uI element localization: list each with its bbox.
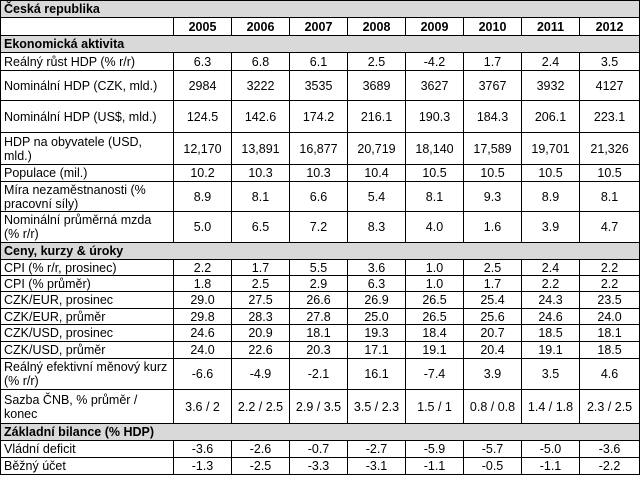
section-title: Ekonomická aktivita (1, 36, 640, 53)
value-cell: 2984 (174, 71, 232, 101)
value-cell: 10.5 (522, 165, 580, 182)
value-cell: -5.0 (522, 441, 580, 458)
value-cell: 3627 (406, 71, 464, 101)
value-cell: 1.8 (174, 276, 232, 292)
value-cell: 3.9 (464, 359, 522, 390)
table-row (1, 342, 640, 359)
value-cell: 25.4 (464, 292, 522, 309)
row-label: Nominální průměrná mzda (% r/r) (1, 212, 174, 243)
value-cell: -7.4 (406, 359, 464, 390)
value-cell: -1.1 (406, 458, 464, 475)
header-empty-cell (1, 18, 174, 36)
value-cell: 223.1 (580, 101, 640, 133)
value-cell: 3689 (348, 71, 406, 101)
value-cell: -0.5 (464, 458, 522, 475)
row-label: CZK/USD, průměr (1, 342, 174, 359)
year-header: 2007 (290, 18, 348, 36)
value-cell: 1.0 (406, 276, 464, 292)
value-cell: 27.8 (290, 309, 348, 325)
value-cell: -0.7 (290, 441, 348, 458)
value-cell: 6.6 (290, 182, 348, 212)
value-cell: 19.3 (348, 325, 406, 342)
section-header-row (1, 36, 640, 53)
value-cell: 26.5 (406, 292, 464, 309)
value-cell: 2.5 (348, 53, 406, 71)
table-row (1, 309, 640, 325)
value-cell: -1.3 (174, 458, 232, 475)
value-cell: 26.5 (406, 309, 464, 325)
section-title: Základní bilance (% HDP) (1, 424, 640, 441)
row-label: CZK/EUR, průměr (1, 309, 174, 325)
value-cell: 2.3 / 2.5 (580, 390, 640, 424)
value-cell: -2.1 (290, 359, 348, 390)
row-label: Sazba ČNB, % průměr / konec (1, 390, 174, 424)
row-label: CPI (% r/r, prosinec) (1, 260, 174, 276)
value-cell: 6.8 (232, 53, 290, 71)
value-cell: 6.3 (174, 53, 232, 71)
table-row (1, 458, 640, 475)
table-row (1, 276, 640, 292)
value-cell: -3.6 (580, 441, 640, 458)
value-cell: -3.3 (290, 458, 348, 475)
value-cell: 19.1 (406, 342, 464, 359)
year-header: 2012 (580, 18, 640, 36)
value-cell: 28.3 (232, 309, 290, 325)
value-cell: 2.5 (464, 260, 522, 276)
table-row (1, 359, 640, 390)
value-cell: 10.5 (580, 165, 640, 182)
value-cell: 9.3 (464, 182, 522, 212)
value-cell: 4.6 (580, 359, 640, 390)
section-header-row (1, 424, 640, 441)
table-row (1, 212, 640, 243)
value-cell: 25.0 (348, 309, 406, 325)
year-header: 2006 (232, 18, 290, 36)
value-cell: -3.6 (174, 441, 232, 458)
value-cell: 18,140 (406, 133, 464, 165)
table-row (1, 165, 640, 182)
value-cell: 1.7 (464, 276, 522, 292)
table-row (1, 53, 640, 71)
value-cell: 19.1 (522, 342, 580, 359)
value-cell: 20.4 (464, 342, 522, 359)
value-cell: 24.6 (522, 309, 580, 325)
row-label: HDP na obyvatele (USD, mld.) (1, 133, 174, 165)
value-cell: 10.3 (290, 165, 348, 182)
value-cell: 10.3 (232, 165, 290, 182)
table-row (1, 101, 640, 133)
table-row (1, 441, 640, 458)
value-cell: 20.3 (290, 342, 348, 359)
value-cell: 3.6 (348, 260, 406, 276)
value-cell: 26.9 (348, 292, 406, 309)
row-label: Míra nezaměstnanosti (% pracovní síly) (1, 182, 174, 212)
table-title: Česká republika (1, 1, 640, 18)
value-cell: 3.5 (580, 53, 640, 71)
value-cell: -5.9 (406, 441, 464, 458)
row-label: Nominální HDP (US$, mld.) (1, 101, 174, 133)
value-cell: 20.7 (464, 325, 522, 342)
row-label: CZK/EUR, prosinec (1, 292, 174, 309)
value-cell: 0.8 / 0.8 (464, 390, 522, 424)
value-cell: 4127 (580, 71, 640, 101)
value-cell: 174.2 (290, 101, 348, 133)
value-cell: 29.0 (174, 292, 232, 309)
value-cell: 24.3 (522, 292, 580, 309)
year-header: 2010 (464, 18, 522, 36)
value-cell: 2.4 (522, 260, 580, 276)
value-cell: -2.6 (232, 441, 290, 458)
value-cell: 8.1 (580, 182, 640, 212)
value-cell: 8.9 (522, 182, 580, 212)
value-cell: 206.1 (522, 101, 580, 133)
table-row (1, 325, 640, 342)
value-cell: 2.2 (580, 276, 640, 292)
value-cell: 124.5 (174, 101, 232, 133)
table-row (1, 390, 640, 424)
value-cell: 29.8 (174, 309, 232, 325)
year-header: 2008 (348, 18, 406, 36)
value-cell: -2.2 (580, 458, 640, 475)
value-cell: 5.4 (348, 182, 406, 212)
value-cell: 21,326 (580, 133, 640, 165)
value-cell: 6.3 (348, 276, 406, 292)
year-header: 2005 (174, 18, 232, 36)
table-body (1, 1, 640, 475)
value-cell: 18.4 (406, 325, 464, 342)
year-header: 2009 (406, 18, 464, 36)
table-row (1, 182, 640, 212)
value-cell: 2.2 (580, 260, 640, 276)
value-cell: 8.1 (406, 182, 464, 212)
value-cell: 1.7 (464, 53, 522, 71)
value-cell: 7.2 (290, 212, 348, 243)
value-cell: 4.0 (406, 212, 464, 243)
title-row (1, 1, 640, 18)
value-cell: 26.6 (290, 292, 348, 309)
value-cell: 24.0 (174, 342, 232, 359)
value-cell: 16,877 (290, 133, 348, 165)
value-cell: 18.5 (522, 325, 580, 342)
value-cell: 18.1 (580, 325, 640, 342)
value-cell: -4.2 (406, 53, 464, 71)
value-cell: 23.5 (580, 292, 640, 309)
row-label: Reálný růst HDP (% r/r) (1, 53, 174, 71)
value-cell: 12,170 (174, 133, 232, 165)
row-label: CZK/USD, prosinec (1, 325, 174, 342)
value-cell: 1.4 / 1.8 (522, 390, 580, 424)
value-cell: 3222 (232, 71, 290, 101)
value-cell: 184.3 (464, 101, 522, 133)
value-cell: 4.7 (580, 212, 640, 243)
value-cell: 142.6 (232, 101, 290, 133)
value-cell: 18.5 (580, 342, 640, 359)
value-cell: 10.4 (348, 165, 406, 182)
value-cell: 2.4 (522, 53, 580, 71)
value-cell: 16.1 (348, 359, 406, 390)
value-cell: 3535 (290, 71, 348, 101)
value-cell: 3.5 / 2.3 (348, 390, 406, 424)
section-header-row (1, 243, 640, 260)
value-cell: 19,701 (522, 133, 580, 165)
value-cell: 22.6 (232, 342, 290, 359)
value-cell: 18.1 (290, 325, 348, 342)
row-label: Populace (mil.) (1, 165, 174, 182)
value-cell: 13,891 (232, 133, 290, 165)
year-header-row (1, 18, 640, 36)
value-cell: 6.5 (232, 212, 290, 243)
value-cell: 3.6 / 2 (174, 390, 232, 424)
value-cell: 25.6 (464, 309, 522, 325)
value-cell: -2.7 (348, 441, 406, 458)
value-cell: 1.5 / 1 (406, 390, 464, 424)
value-cell: 3767 (464, 71, 522, 101)
value-cell: 10.5 (406, 165, 464, 182)
value-cell: 5.5 (290, 260, 348, 276)
table-row (1, 260, 640, 276)
table-row (1, 71, 640, 101)
row-label: Reálný efektivní měnový kurz (% r/r) (1, 359, 174, 390)
value-cell: 2.2 (522, 276, 580, 292)
value-cell: 1.0 (406, 260, 464, 276)
value-cell: 10.2 (174, 165, 232, 182)
value-cell: 2.9 (290, 276, 348, 292)
row-label: CPI (% průměr) (1, 276, 174, 292)
value-cell: 3.5 (522, 359, 580, 390)
value-cell: 17,589 (464, 133, 522, 165)
value-cell: 1.7 (232, 260, 290, 276)
value-cell: 5.0 (174, 212, 232, 243)
value-cell: 8.1 (232, 182, 290, 212)
value-cell: 24.0 (580, 309, 640, 325)
value-cell: 8.3 (348, 212, 406, 243)
row-label: Nominální HDP (CZK, mld.) (1, 71, 174, 101)
value-cell: 20,719 (348, 133, 406, 165)
value-cell: 17.1 (348, 342, 406, 359)
value-cell: 6.1 (290, 53, 348, 71)
table-row (1, 133, 640, 165)
value-cell: 2.2 / 2.5 (232, 390, 290, 424)
value-cell: -3.1 (348, 458, 406, 475)
value-cell: 3.9 (522, 212, 580, 243)
value-cell: 2.9 / 3.5 (290, 390, 348, 424)
value-cell: 2.5 (232, 276, 290, 292)
value-cell: -4.9 (232, 359, 290, 390)
year-header: 2011 (522, 18, 580, 36)
value-cell: 10.5 (464, 165, 522, 182)
row-label: Běžný účet (1, 458, 174, 475)
value-cell: -5.7 (464, 441, 522, 458)
section-title: Ceny, kurzy & úroky (1, 243, 640, 260)
value-cell: -1.1 (522, 458, 580, 475)
row-label: Vládní deficit (1, 441, 174, 458)
value-cell: 216.1 (348, 101, 406, 133)
value-cell: 190.3 (406, 101, 464, 133)
value-cell: 3932 (522, 71, 580, 101)
value-cell: 8.9 (174, 182, 232, 212)
value-cell: -2.5 (232, 458, 290, 475)
value-cell: -6.6 (174, 359, 232, 390)
table-row (1, 292, 640, 309)
value-cell: 27.5 (232, 292, 290, 309)
value-cell: 2.2 (174, 260, 232, 276)
value-cell: 24.6 (174, 325, 232, 342)
value-cell: 1.6 (464, 212, 522, 243)
value-cell: 20.9 (232, 325, 290, 342)
